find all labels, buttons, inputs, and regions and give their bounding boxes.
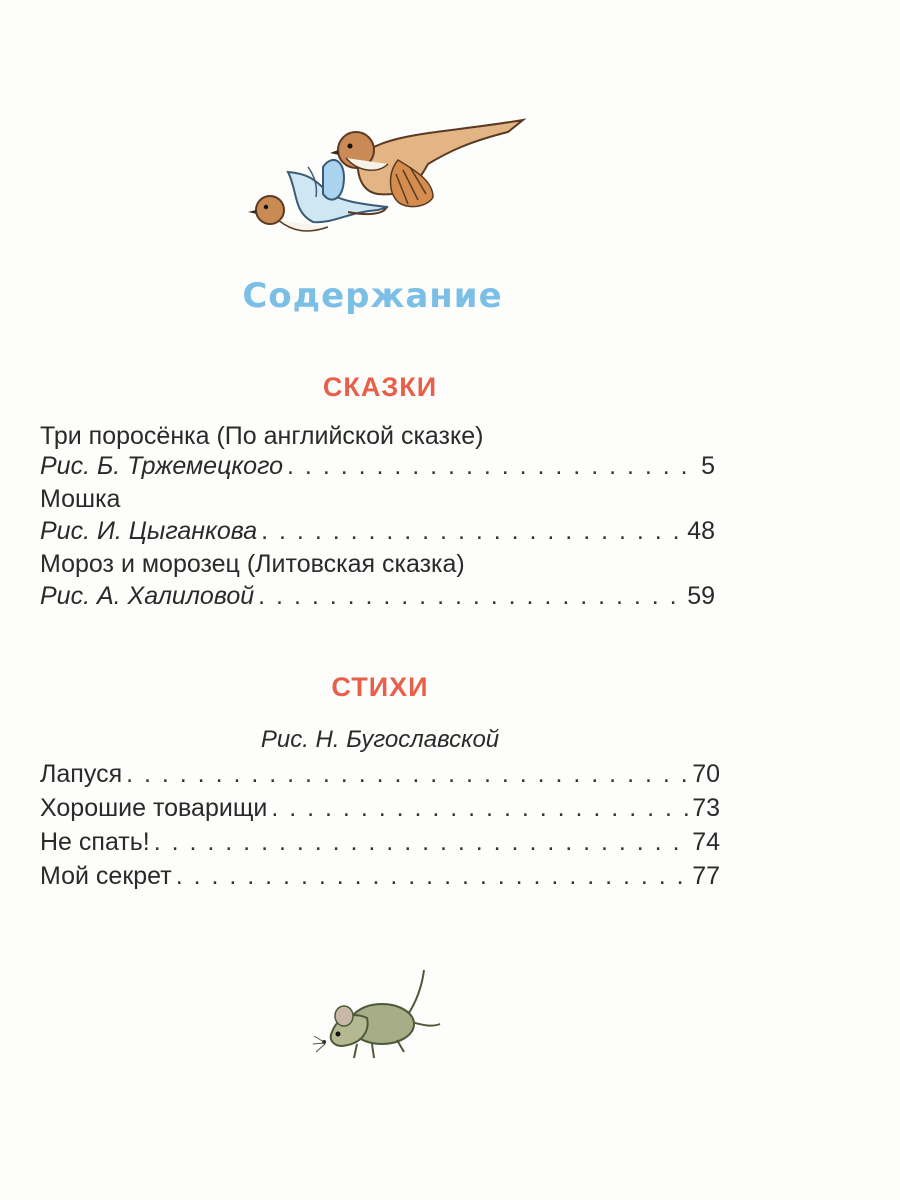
dot-leader [126, 760, 688, 789]
dot-leader [176, 862, 688, 891]
entry-page-number: 77 [692, 862, 720, 890]
section-title-tales: СКАЗКИ [322, 372, 438, 402]
section-illustrator: Рис. Н. Бугославской [260, 726, 500, 753]
dot-leader [154, 828, 688, 857]
entry-title: Не спать! [40, 828, 150, 856]
mouse-icon [313, 970, 440, 1058]
section-title-poems: СТИХИ [331, 672, 429, 702]
sparrow-upper-icon [330, 120, 523, 207]
dot-leader [271, 794, 688, 823]
entry-page-number: 70 [692, 760, 720, 788]
entry-title: Мошка [40, 485, 121, 513]
toc-entry-row [40, 582, 715, 611]
entry-page-number: 73 [692, 794, 720, 822]
entry-page-number: 48 [687, 517, 715, 545]
entry-page-number: 74 [692, 828, 720, 856]
toc-entry-row [40, 452, 715, 481]
mouse-illustration [312, 966, 444, 1066]
toc-entry-row [40, 828, 720, 857]
entry-illustrator: Рис. И. Цыганкова [40, 517, 258, 545]
entry-title: Хорошие товарищи [40, 794, 268, 822]
toc-entry-row [40, 794, 720, 823]
toc-entry-row [40, 862, 720, 891]
entry-title: Лапуся [40, 760, 123, 788]
dot-leader [287, 452, 697, 481]
entry-illustrator: Рис. А. Халиловой [40, 582, 255, 610]
entry-title: Мой секрет [40, 862, 172, 890]
entry-page-number: 5 [701, 452, 715, 480]
dot-leader [261, 517, 683, 546]
entry-title: Три поросёнка (По английской сказке) [40, 422, 484, 450]
birds-illustration [238, 112, 530, 250]
toc-entry-row [40, 760, 720, 789]
dot-leader [258, 582, 683, 611]
contents-heading: Содержание [242, 276, 503, 316]
entry-title: Мороз и морозец (Литовская сказка) [40, 550, 465, 578]
toc-entry-row [40, 517, 715, 546]
entry-illustrator: Рис. Б. Тржемецкого [40, 452, 284, 480]
entry-page-number: 59 [687, 582, 715, 610]
